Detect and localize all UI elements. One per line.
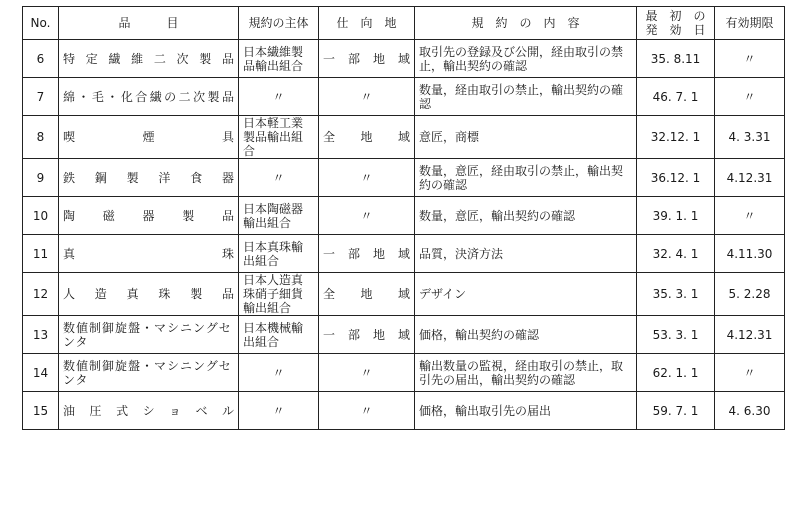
header-no: No. <box>23 7 59 40</box>
header-first-date-line2: 発 効 日 <box>645 23 706 37</box>
cell-no: 10 <box>23 197 59 235</box>
cell-body: 日本繊維製品輸出組合 <box>239 40 319 78</box>
table-row <box>23 354 785 392</box>
cell-item: 特定繊維二次製品 <box>59 40 239 78</box>
cell-item: 数値制御旋盤・マシニングセンタ <box>59 354 239 392</box>
cell-content: 取引先の登録及び公開，経由取引の禁止，輸出契約の確認 <box>415 40 637 78</box>
table-row <box>23 197 785 235</box>
cell-content: デザイン <box>415 273 637 316</box>
cell-item: 人造真珠製品 <box>59 273 239 316</box>
cell-content: 品質，決済方法 <box>415 235 637 273</box>
header-area: 仕 向 地 <box>319 7 415 40</box>
cell-area: 〃 <box>319 354 415 392</box>
cell-item: 綿・毛・化合繊の二次製品 <box>59 78 239 116</box>
cell-item: 鉄鋼製洋食器 <box>59 159 239 197</box>
cell-content: 価格，輸出契約の確認 <box>415 316 637 354</box>
cell-first-date: 59. 7. 1 <box>637 392 715 430</box>
cell-body: 〃 <box>239 78 319 116</box>
cell-first-date: 39. 1. 1 <box>637 197 715 235</box>
cell-body: 〃 <box>239 159 319 197</box>
table-header-row <box>23 7 785 40</box>
cell-body: 日本人造真珠硝子細貨輸出組合 <box>239 273 319 316</box>
cell-no: 6 <box>23 40 59 78</box>
cell-body: 〃 <box>239 392 319 430</box>
cell-expiry: 5. 2.28 <box>715 273 785 316</box>
table-row <box>23 273 785 316</box>
export-agreements-table <box>22 6 785 430</box>
cell-item: 数値制御旋盤・マシニングセンタ <box>59 316 239 354</box>
cell-body: 日本真珠輸出組合 <box>239 235 319 273</box>
cell-item: 陶磁器製品 <box>59 197 239 235</box>
cell-no: 9 <box>23 159 59 197</box>
cell-no: 12 <box>23 273 59 316</box>
cell-no: 15 <box>23 392 59 430</box>
cell-expiry: 4. 6.30 <box>715 392 785 430</box>
cell-body: 日本軽工業製品輸出組合 <box>239 116 319 159</box>
cell-expiry: 〃 <box>715 354 785 392</box>
cell-first-date: 35. 8.11 <box>637 40 715 78</box>
cell-body: 日本陶磁器輸出組合 <box>239 197 319 235</box>
header-expiry: 有効期限 <box>715 7 785 40</box>
table-row <box>23 392 785 430</box>
cell-body: 日本機械輸出組合 <box>239 316 319 354</box>
cell-area: 〃 <box>319 159 415 197</box>
cell-no: 13 <box>23 316 59 354</box>
header-first-date <box>637 7 715 40</box>
table-row <box>23 78 785 116</box>
cell-content: 数量，経由取引の禁止，輸出契約の確認 <box>415 78 637 116</box>
cell-item: 油圧式ショベル <box>59 392 239 430</box>
cell-body: 〃 <box>239 354 319 392</box>
cell-first-date: 62. 1. 1 <box>637 354 715 392</box>
cell-no: 14 <box>23 354 59 392</box>
cell-area: 〃 <box>319 197 415 235</box>
header-content: 規 約 の 内 容 <box>415 7 637 40</box>
cell-item: 喫煙具 <box>59 116 239 159</box>
cell-first-date: 46. 7. 1 <box>637 78 715 116</box>
cell-item: 真珠 <box>59 235 239 273</box>
header-body: 規約の主体 <box>239 7 319 40</box>
cell-expiry: 〃 <box>715 197 785 235</box>
cell-expiry: 4.12.31 <box>715 159 785 197</box>
cell-no: 8 <box>23 116 59 159</box>
cell-expiry: 〃 <box>715 40 785 78</box>
table-row <box>23 316 785 354</box>
cell-first-date: 32.12. 1 <box>637 116 715 159</box>
cell-content: 意匠，商標 <box>415 116 637 159</box>
table-row <box>23 159 785 197</box>
cell-first-date: 53. 3. 1 <box>637 316 715 354</box>
cell-no: 7 <box>23 78 59 116</box>
cell-area: 一部地域 <box>319 316 415 354</box>
header-first-date-line1: 最 初 の <box>645 9 706 23</box>
cell-first-date: 32. 4. 1 <box>637 235 715 273</box>
cell-area: 全地域 <box>319 116 415 159</box>
cell-expiry: 4.12.31 <box>715 316 785 354</box>
header-item: 品 目 <box>59 7 239 40</box>
cell-expiry: 〃 <box>715 78 785 116</box>
cell-content: 数量，意匠，輸出契約の確認 <box>415 197 637 235</box>
cell-expiry: 4.11.30 <box>715 235 785 273</box>
cell-area: 一部地域 <box>319 40 415 78</box>
cell-area: 〃 <box>319 78 415 116</box>
cell-first-date: 36.12. 1 <box>637 159 715 197</box>
cell-area: 一部地域 <box>319 235 415 273</box>
cell-content: 価格，輸出取引先の届出 <box>415 392 637 430</box>
cell-no: 11 <box>23 235 59 273</box>
cell-content: 数量，意匠，経由取引の禁止，輸出契約の確認 <box>415 159 637 197</box>
table-row <box>23 235 785 273</box>
cell-area: 〃 <box>319 392 415 430</box>
cell-expiry: 4. 3.31 <box>715 116 785 159</box>
cell-first-date: 35. 3. 1 <box>637 273 715 316</box>
cell-content: 輸出数量の監視，経由取引の禁止，取引先の届出，輸出契約の確認 <box>415 354 637 392</box>
table-row <box>23 40 785 78</box>
table-row <box>23 116 785 159</box>
cell-area: 全地域 <box>319 273 415 316</box>
